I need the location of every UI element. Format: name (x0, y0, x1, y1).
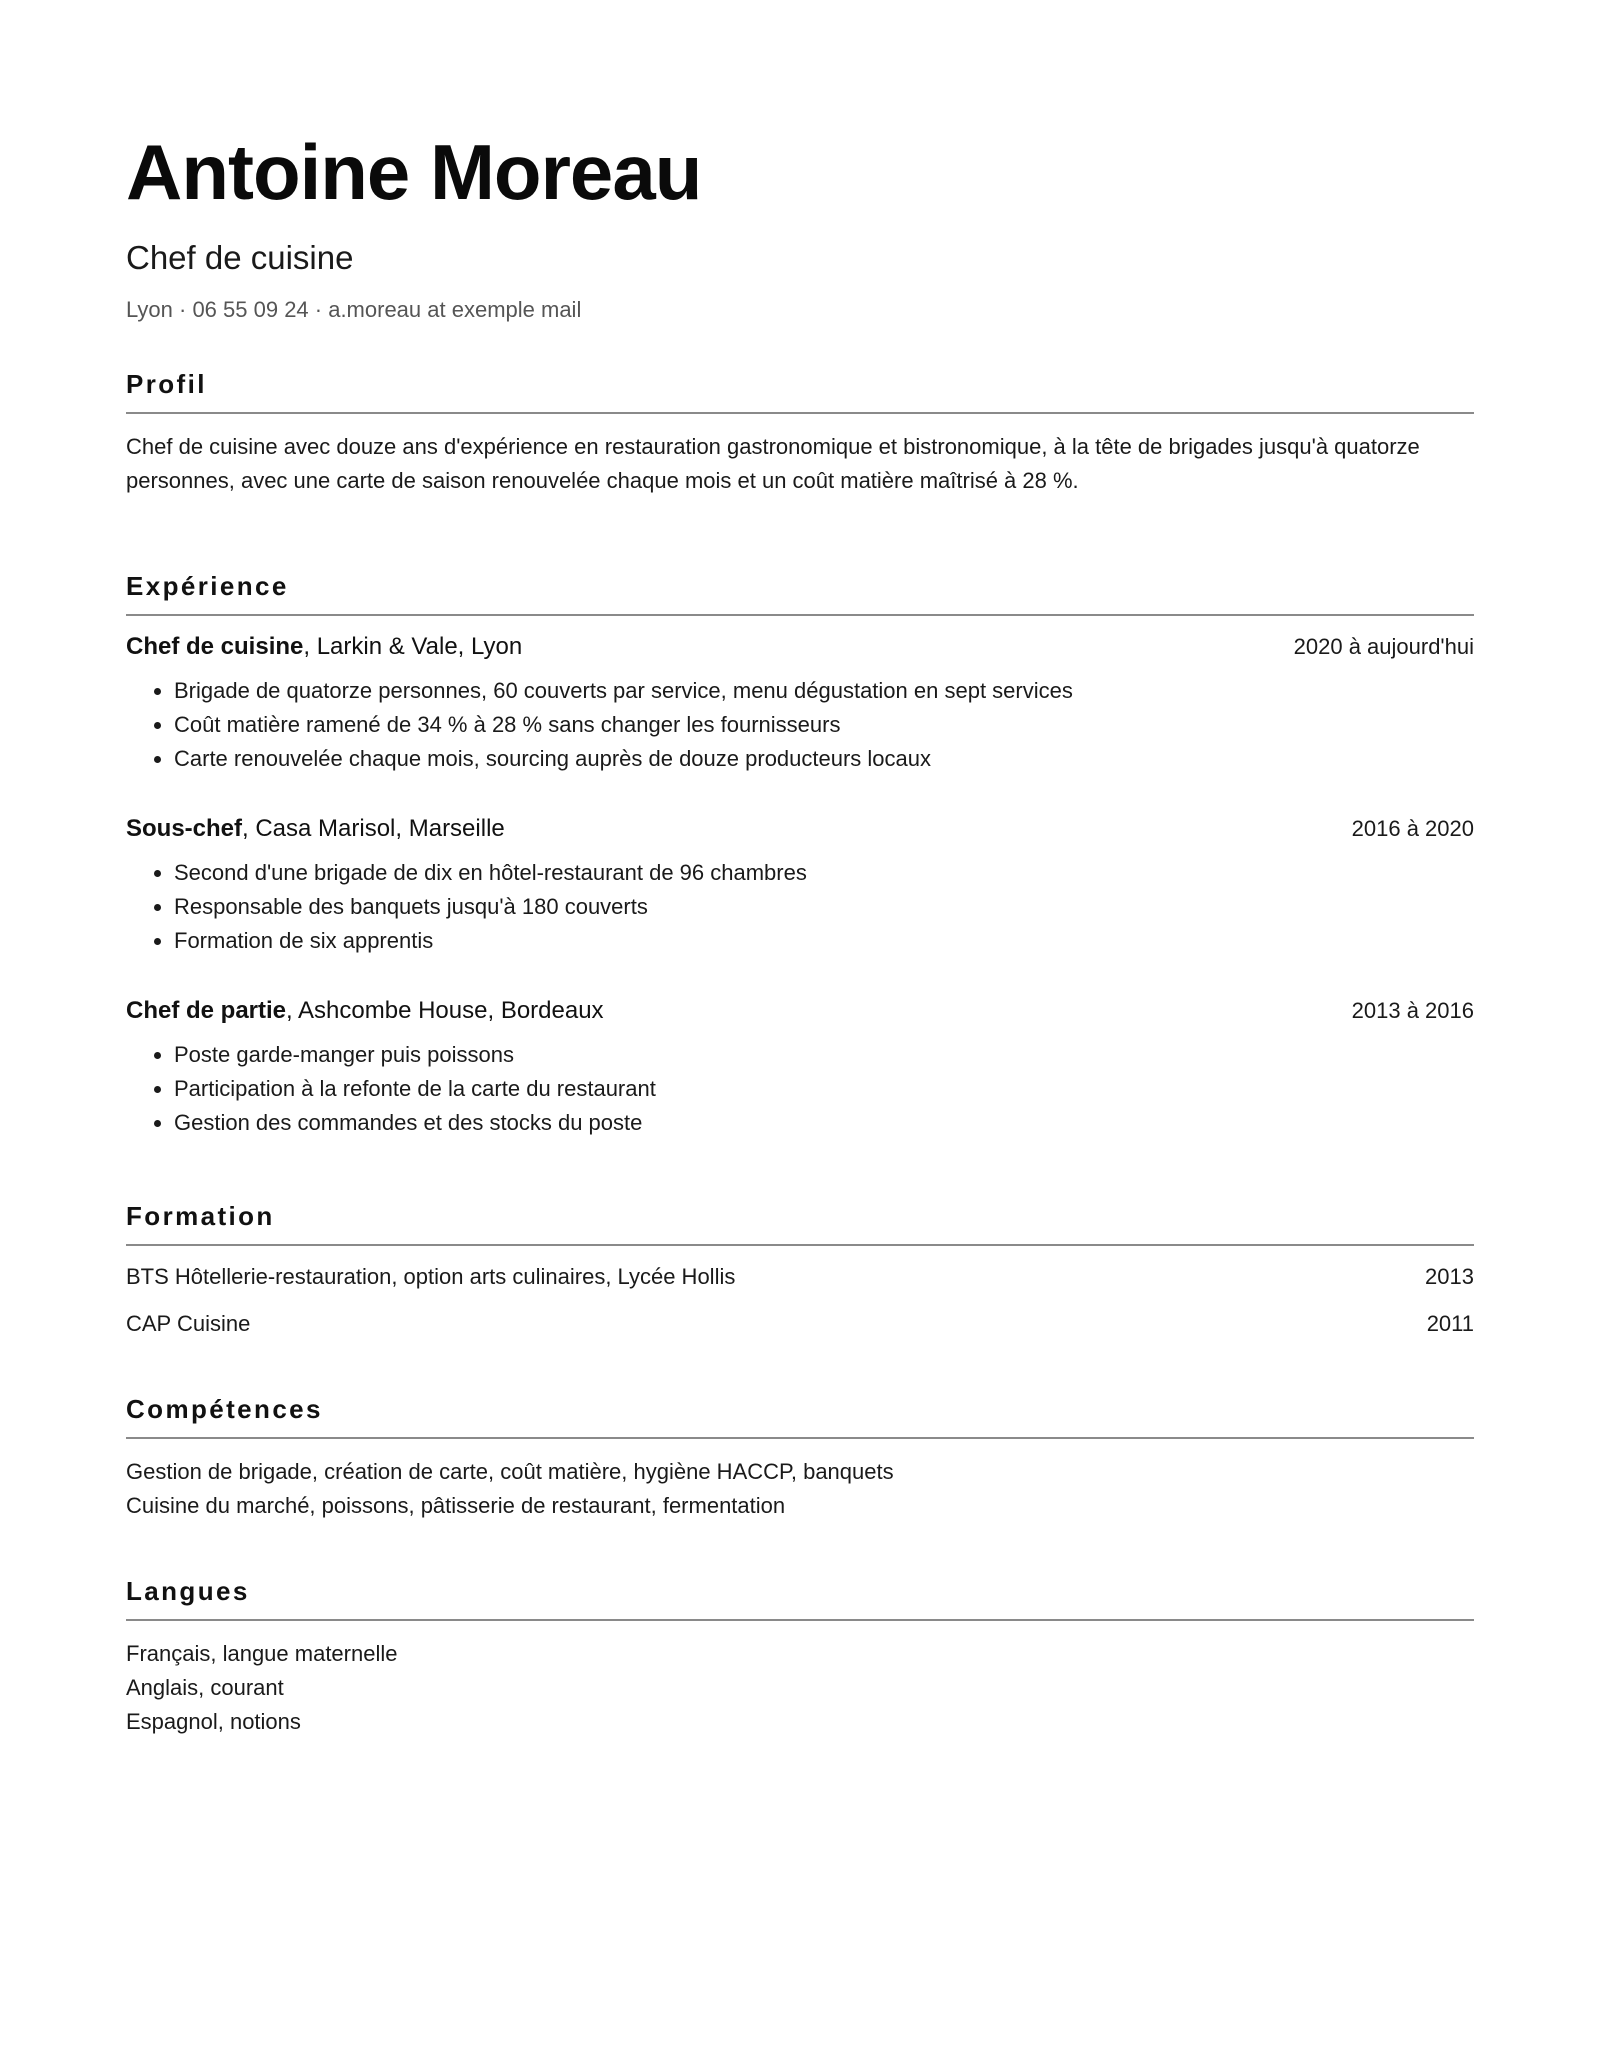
job-bullet: • Formation de six apprentis (174, 924, 1474, 958)
section-title-formation: Formation (126, 1200, 1474, 1246)
competence-line: Gestion de brigade, création de carte, coût matière, hygiène HACCP, banquets (126, 1459, 894, 1484)
job-organization: , Ashcombe House, Bordeaux (286, 997, 604, 1024)
job-entry (126, 630, 1474, 776)
section-title-langues: Langues (126, 1575, 1474, 1621)
section-langues (126, 1575, 1474, 1739)
job-bullet: • Second d'une brigade de dix en hôtel-restaurant de 96 chambres (174, 856, 1474, 890)
formation-item (126, 1307, 1474, 1341)
profil-text: Chef de cuisine avec douze ans d'expérience en restauration gastronomique et bistronomique, à la tête de brigades jusqu'à quatorze personnes, avec une carte de saison renouvelée chaque mois et un coût matière maîtrisé à 28 %. (126, 434, 1420, 493)
job-dates: 2016 à 2020 (1351, 816, 1474, 841)
formation-item (126, 1260, 1474, 1294)
langue-line: Français, langue maternelle (126, 1641, 398, 1666)
job-entry (126, 812, 1474, 958)
job-dates: 2013 à 2016 (1351, 998, 1474, 1023)
job-dates: 2020 à aujourd'hui (1293, 634, 1474, 659)
section-title-experience: Expérience (126, 570, 1474, 616)
langue-line: Anglais, courant (126, 1675, 284, 1700)
job-organization: , Casa Marisol, Marseille (242, 815, 505, 842)
job-bullet: • Coût matière ramené de 34 % à 28 % sans changer les fournisseurs (174, 708, 1474, 742)
formation-label: BTS Hôtellerie-restauration, option arts culinaires, Lycée Hollis (126, 1264, 736, 1289)
job-role: Chef de partie (126, 997, 287, 1024)
section-formation (126, 1200, 1474, 1341)
job-organization: , Larkin & Vale, Lyon (303, 633, 523, 660)
job-entry (126, 994, 1474, 1140)
job-role: Sous-chef (126, 815, 243, 842)
job-role-org (126, 994, 604, 1028)
langues-list (126, 1637, 1474, 1739)
job-role: Chef de cuisine (126, 633, 304, 660)
job-header (126, 630, 1474, 664)
job-bullet: • Brigade de quatorze personnes, 60 couverts par service, menu dégustation en sept services (174, 674, 1474, 708)
job-bullets (126, 856, 1474, 958)
job-role-org (126, 812, 505, 846)
formation-list (126, 1260, 1474, 1341)
formation-label: CAP Cuisine (126, 1311, 251, 1336)
job-role-org (126, 630, 522, 664)
section-experience (126, 570, 1474, 1140)
section-title-profil: Profil (126, 368, 1474, 414)
formation-year: 2013 (1425, 1264, 1474, 1289)
job-bullets (126, 1038, 1474, 1140)
job-bullet: • Carte renouvelée chaque mois, sourcing auprès de douze producteurs locaux (174, 742, 1474, 776)
job-header (126, 994, 1474, 1028)
job-bullet: • Participation à la refonte de la carte du restaurant (174, 1072, 1474, 1106)
competences-list (126, 1455, 1474, 1523)
job-bullet: • Gestion des commandes et des stocks du poste (174, 1106, 1474, 1140)
section-competences (126, 1393, 1474, 1523)
contact-line: Lyon · 06 55 09 24 · a.moreau at exemple mail (126, 297, 582, 322)
job-bullet: • Poste garde-manger puis poissons (174, 1038, 1474, 1072)
job-bullets (126, 674, 1474, 776)
competence-line: Cuisine du marché, poissons, pâtisserie de restaurant, fermentation (126, 1493, 786, 1518)
section-profil (126, 368, 1474, 498)
section-title-competences: Compétences (126, 1393, 1474, 1439)
candidate-headline: Chef de cuisine (126, 239, 354, 276)
langue-line: Espagnol, notions (126, 1709, 301, 1734)
job-bullet: • Responsable des banquets jusqu'à 180 couverts (174, 890, 1474, 924)
job-header (126, 812, 1474, 846)
formation-year: 2011 (1426, 1311, 1474, 1336)
candidate-name: Antoine Moreau (126, 128, 702, 216)
resume-header (126, 128, 1474, 324)
